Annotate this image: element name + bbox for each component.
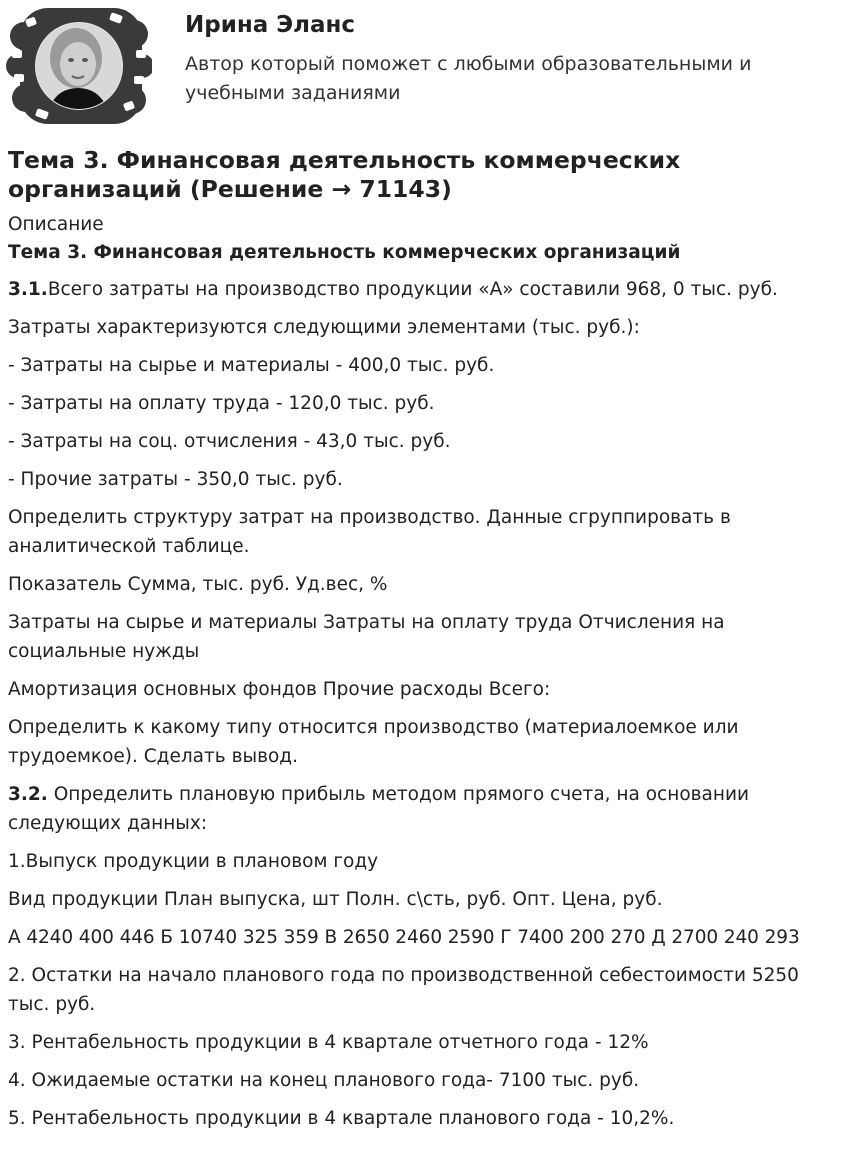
task-3-1-number: 3.1. (8, 279, 48, 300)
cost-item: - Прочие затраты - 350,0 тыс. руб. (8, 469, 343, 490)
author-name: Ирина Эланс (185, 12, 356, 38)
output-data-text: А 4240 400 446 Б 10740 325 359 В 2650 2460 2590 Г 7400 200 270 Д 2700 240 293 (8, 927, 800, 948)
cost-item: - Затраты на соц. отчисления - 43,0 тыс. руб. (8, 431, 451, 452)
task-3-1 (8, 275, 838, 304)
table-rows-text-2: Амортизация основных фондов Прочие расходы Всего: (8, 679, 551, 700)
task-3-2 (8, 780, 838, 838)
page-title: Тема 3. Финансовая деятельность коммерческих организаций (Решение → 71143) (8, 146, 681, 203)
list-item: 5. Рентабельность продукции в 4 квартале планового года - 10,2%. (8, 1108, 675, 1129)
list-item: 4. Ожидаемые остатки на конец планового года- 7100 тыс. руб. (8, 1070, 640, 1091)
author-description: Автор который поможет с любыми образовательными и учебными заданиями (185, 53, 752, 104)
paragraph-conclusion: Определить к какому типу относится производство (материалоемкое или трудоемкое). Сделать вывод. (8, 717, 739, 767)
document-body (8, 146, 838, 1142)
topic-heading: Тема 3. Финансовая деятельность коммерческих организаций (8, 242, 681, 263)
task-3-2-number: 3.2. (8, 784, 48, 805)
task-3-1-text: Всего затраты на производство продукции «А» составили 968, 0 тыс. руб. (47, 279, 778, 300)
paragraph-elements: Затраты характеризуются следующими элементами (тыс. руб.): (8, 317, 640, 338)
cost-item: - Затраты на сырье и материалы - 400,0 тыс. руб. (8, 355, 495, 376)
table-header-text: Показатель Сумма, тыс. руб. Уд.вес, % (8, 574, 388, 595)
output-header-text: Вид продукции План выпуска, шт Полн. с\сть, руб. Опт. Цена, руб. (8, 889, 663, 910)
film-frame-avatar-icon (6, 6, 152, 128)
paragraph-determine: Определить структуру затрат на производство. Данные сгруппировать в аналитической таблице. (8, 507, 731, 557)
author-avatar (6, 6, 152, 128)
list-item: 2. Остатки на начало планового года по производственной себестоимости 5250 тыс. руб. (8, 965, 799, 1015)
table-rows-text-1: Затраты на сырье и материалы Затраты на оплату труда Отчисления на социальные нужды (8, 612, 725, 662)
list-item: 3. Рентабельность продукции в 4 квартале отчетного года - 12% (8, 1032, 649, 1053)
paragraph-output: 1.Выпуск продукции в плановом году (8, 851, 379, 872)
task-3-2-text: Определить плановую прибыль методом прямого счета, на основании следующих данных: (8, 784, 750, 834)
author-header (0, 0, 847, 130)
cost-item: - Затраты на оплату труда - 120,0 тыс. руб. (8, 393, 435, 414)
description-label: Описание (8, 214, 104, 235)
